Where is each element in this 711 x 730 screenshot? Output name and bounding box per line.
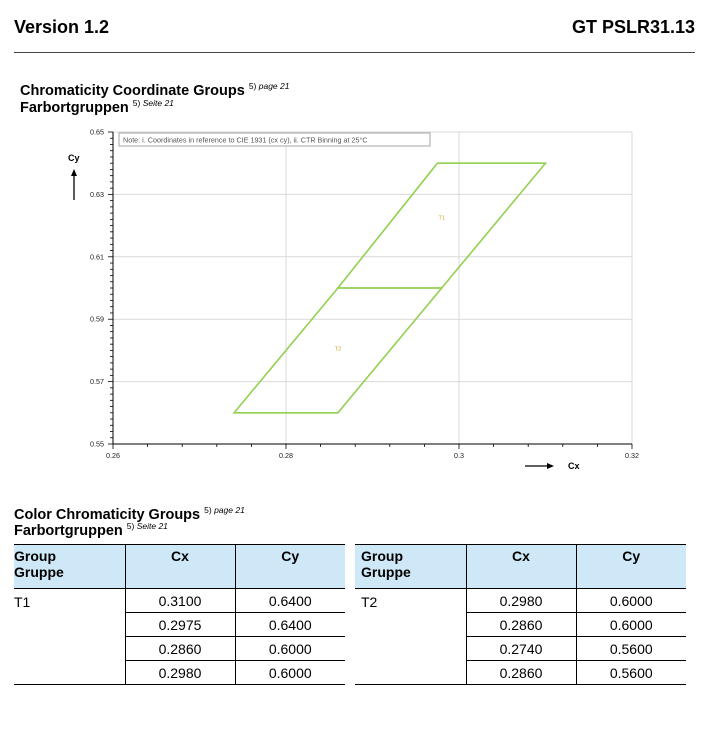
table-row: [14, 589, 345, 613]
bin-label-t1: T1: [438, 215, 445, 222]
y-tick-label: 0.65: [90, 127, 104, 137]
cx-column-header: Cx: [466, 545, 576, 589]
y-axis-arrow-head: [71, 169, 77, 176]
cy-column-header: Cy: [576, 545, 686, 589]
product-name: GT PSLR31.13: [571, 17, 695, 37]
table-title-de: [14, 523, 168, 540]
cx-cell: 0.2860: [466, 613, 576, 637]
cy-cell: 0.6400: [235, 613, 345, 637]
y-tick-label: 0.55: [90, 439, 104, 449]
cy-column-header: Cy: [235, 545, 345, 589]
chart-note: Note: i. Coordinates in reference to CIE 1931 (cx cy), ii. CTR Binning at 25°C: [123, 135, 368, 145]
x-tick-label: 0.3: [454, 451, 464, 460]
x-tick-label: 0.26: [106, 451, 120, 460]
cy-cell: 0.6000: [235, 661, 345, 685]
table-row: [355, 589, 686, 613]
table-title-en-ref: 5) page 21: [204, 505, 245, 516]
x-tick-label: 0.32: [625, 451, 639, 460]
chart-title-en-ref: 5) page 21: [248, 81, 290, 92]
cx-cell: 0.3100: [125, 589, 235, 613]
cx-cell: 0.2980: [466, 589, 576, 613]
table-title-de-ref: 5) Seite 21: [126, 521, 168, 532]
chart-title-de: [20, 100, 174, 117]
cx-cell: 0.2740: [466, 637, 576, 661]
x-axis-label: Cx: [568, 461, 580, 471]
chart-note-box: [119, 133, 430, 146]
cy-cell: 0.6000: [576, 589, 686, 613]
chart-labels: [335, 215, 445, 352]
cx-cell: 0.2975: [125, 613, 235, 637]
chromaticity-chart: [0, 120, 711, 480]
cy-cell: 0.6000: [235, 637, 345, 661]
chart-series: [234, 163, 545, 413]
chart-title-de-text: Farbortgruppen: [20, 100, 129, 116]
cx-cell: 0.2860: [125, 637, 235, 661]
header-divider: [14, 52, 695, 53]
y-axis-label: Cy: [68, 153, 80, 163]
x-axis-arrow-head: [547, 463, 554, 469]
cy-cell: 0.5600: [576, 661, 686, 685]
group-name-cell: T1: [14, 589, 125, 685]
bin-polygon-t1: [338, 163, 546, 288]
table-title-en-text: Color Chromaticity Groups: [14, 507, 201, 523]
group-table-t2: [355, 544, 686, 685]
document-version: Version 1.2: [14, 17, 110, 37]
x-tick-label: 0.28: [279, 451, 293, 460]
chart-title-en-text: Chromaticity Coordinate Groups: [20, 83, 245, 99]
cx-cell: 0.2980: [125, 661, 235, 685]
cx-column-header: Cx: [125, 545, 235, 589]
cy-cell: 0.6400: [235, 589, 345, 613]
bin-label-t2: T2: [334, 346, 342, 353]
table-title-de-text: Farbortgruppen: [14, 523, 123, 539]
x-axis-label-group: [525, 461, 580, 471]
y-tick-label: 0.59: [90, 314, 104, 324]
group-column-header: Group Gruppe: [355, 545, 466, 589]
table-header-row: [355, 545, 686, 589]
y-tick-label: 0.63: [90, 189, 104, 199]
group-name-cell: T2: [355, 589, 466, 685]
group-table-t1: [14, 544, 345, 685]
y-axis-label-group: [68, 153, 80, 200]
chart-ticks: [90, 128, 639, 461]
table-header-row: [14, 545, 345, 589]
cx-cell: 0.2860: [466, 661, 576, 685]
cy-cell: 0.5600: [576, 637, 686, 661]
y-tick-label: 0.61: [90, 252, 104, 262]
cy-cell: 0.6000: [576, 613, 686, 637]
group-column-header: Group Gruppe: [14, 545, 125, 589]
y-tick-label: 0.57: [90, 377, 104, 387]
chart-title-de-ref: 5) Seite 21: [132, 98, 174, 109]
